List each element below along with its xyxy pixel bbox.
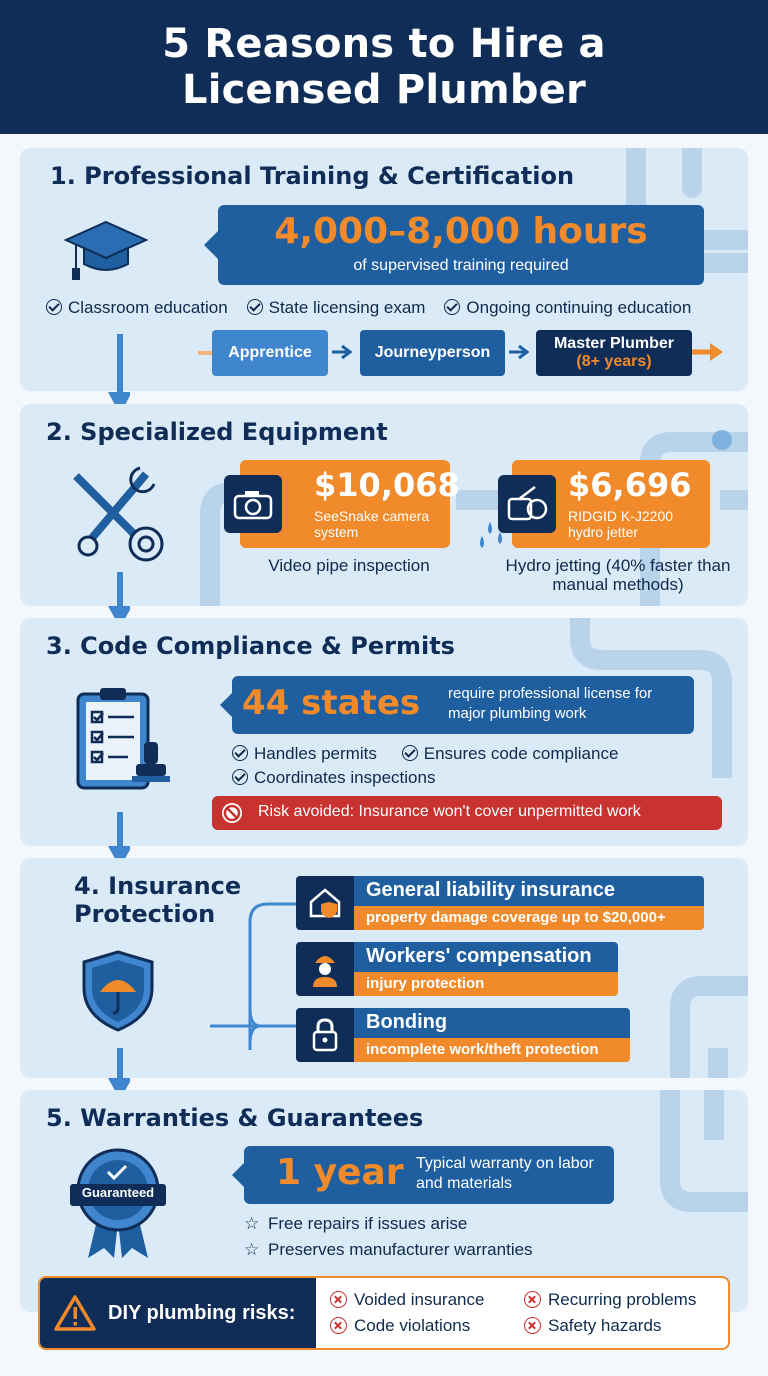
diy-risks-bar [38,1276,730,1350]
guarantee-badge-label: Guaranteed [81,1185,155,1200]
stage-master-label: Master Plumber [553,335,675,352]
equipment-caption: Hydro jetting (40% faster than manual methods) [505,556,731,594]
check-icon [444,299,460,315]
coverage-bonding [296,1008,630,1062]
check-icon [232,745,248,761]
check-icon [232,769,248,785]
coverage-detail: property damage coverage up to $20,000+ [354,906,704,930]
equipment-price: $6,696 [568,466,692,504]
diy-risk-item [330,1316,470,1336]
diy-risks-label: DIY plumbing risks: [108,1301,296,1324]
jetter-icon [505,485,549,523]
diy-risk-text: Recurring problems [548,1290,697,1309]
star-icon: ☆ [244,1240,260,1259]
diy-risk-text: Voided insurance [354,1290,485,1309]
coverage-general-liability [296,876,704,930]
check-item: Ongoing continuing education [466,298,692,317]
arrow-right-icon [509,344,533,360]
section-1-title: 1. Professional Training & Certification [50,162,575,190]
jetter-icon-box [498,475,556,533]
coverage-title: General liability insurance [354,876,704,906]
training-hours-caption: of supervised training required [353,257,569,274]
stage-master-years: (8+ years) [576,353,652,370]
header-banner [0,0,768,134]
coverage-title: Workers' compensation [354,942,618,972]
worker-icon [309,949,341,989]
warranty-benefits [244,1214,533,1260]
check-item: State licensing exam [268,298,426,317]
equipment-name: RIDGID K-J2200 hydro jetter [568,508,674,540]
training-hours-value: 4,000–8,000 hours [274,211,648,252]
coverage-detail: incomplete work/theft protection [354,1038,630,1062]
states-caption: require professional license for major plumbing work [448,685,653,722]
compliance-checklist-row2 [232,768,435,788]
equipment-caption: Video pipe inspection [268,556,430,575]
section-insurance [20,858,748,1078]
training-hours-callout [218,205,704,285]
section-2-title: 2. Specialized Equipment [46,418,388,446]
diy-risk-text: Safety hazards [548,1316,662,1335]
warranty-caption: Typical warranty on labor and materials [416,1155,594,1192]
pipes-decoration [640,1090,748,1280]
compliance-checklist [232,744,618,764]
prohibited-icon [220,801,244,825]
star-icon: ☆ [244,1214,260,1233]
clipboard-icon [74,684,174,792]
risk-avoided-banner [212,796,722,830]
section-5-title: 5. Warranties & Guarantees [46,1104,424,1132]
stage-journeyperson: Journeyperson [360,330,505,376]
x-circle-icon [330,1291,347,1308]
stage-master-plumber [536,330,692,376]
check-icon [247,299,263,315]
tools-icon [66,466,170,566]
check-icon [402,745,418,761]
stage-apprentice: Apprentice [212,330,328,376]
states-value: 44 states [242,683,421,723]
diy-risk-item [524,1290,696,1310]
check-item: Classroom education [68,298,228,317]
arrow-right-orange-icon [692,340,724,364]
check-item: Handles permits [254,744,377,763]
shield-umbrella-icon [78,948,158,1034]
camera-icon [233,488,273,520]
training-checklist [46,298,691,318]
guarantee-badge-icon [68,1146,168,1260]
check-icon [46,299,62,315]
x-circle-icon [524,1317,541,1334]
coverage-detail: injury protection [354,972,618,996]
benefit-item: Free repairs if issues arise [268,1214,468,1233]
pipes-decoration [640,918,748,1078]
graduation-cap-icon [64,218,148,284]
x-circle-icon [330,1317,347,1334]
warranty-callout [244,1146,614,1204]
equipment-name: SeeSnake camera system [314,508,430,540]
house-shield-icon [307,886,343,920]
section-4-title-line1: 4. Insurance [74,872,242,900]
x-circle-icon [524,1291,541,1308]
lock-icon [311,1018,339,1052]
diy-risk-item [524,1316,661,1336]
benefit-item: Preserves manufacturer warranties [268,1240,533,1259]
check-item: Coordinates inspections [254,768,436,787]
states-callout [232,676,694,734]
section-3-title: 3. Code Compliance & Permits [46,632,455,660]
coverage-title: Bonding [354,1008,630,1038]
camera-icon-box [224,475,282,533]
check-item: Ensures code compliance [423,744,619,763]
coverage-workers-comp [296,942,618,996]
page-title: 5 Reasons to Hire a Licensed Plumber [162,21,606,113]
warranty-value: 1 year [276,1152,404,1193]
diy-risks-label-panel [40,1278,316,1348]
house-shield-icon-box [296,876,354,930]
section-4-title-line2: Protection [74,900,216,928]
diy-risk-text: Code violations [354,1316,471,1335]
warning-icon [54,1294,96,1332]
lock-icon-box [296,1008,354,1062]
equipment-price: $10,068 [314,466,460,504]
worker-icon-box [296,942,354,996]
diy-risk-item [330,1290,484,1310]
risk-avoided-text: Risk avoided: Insurance won't cover unpermitted work [258,803,641,820]
arrow-right-icon [332,344,356,360]
